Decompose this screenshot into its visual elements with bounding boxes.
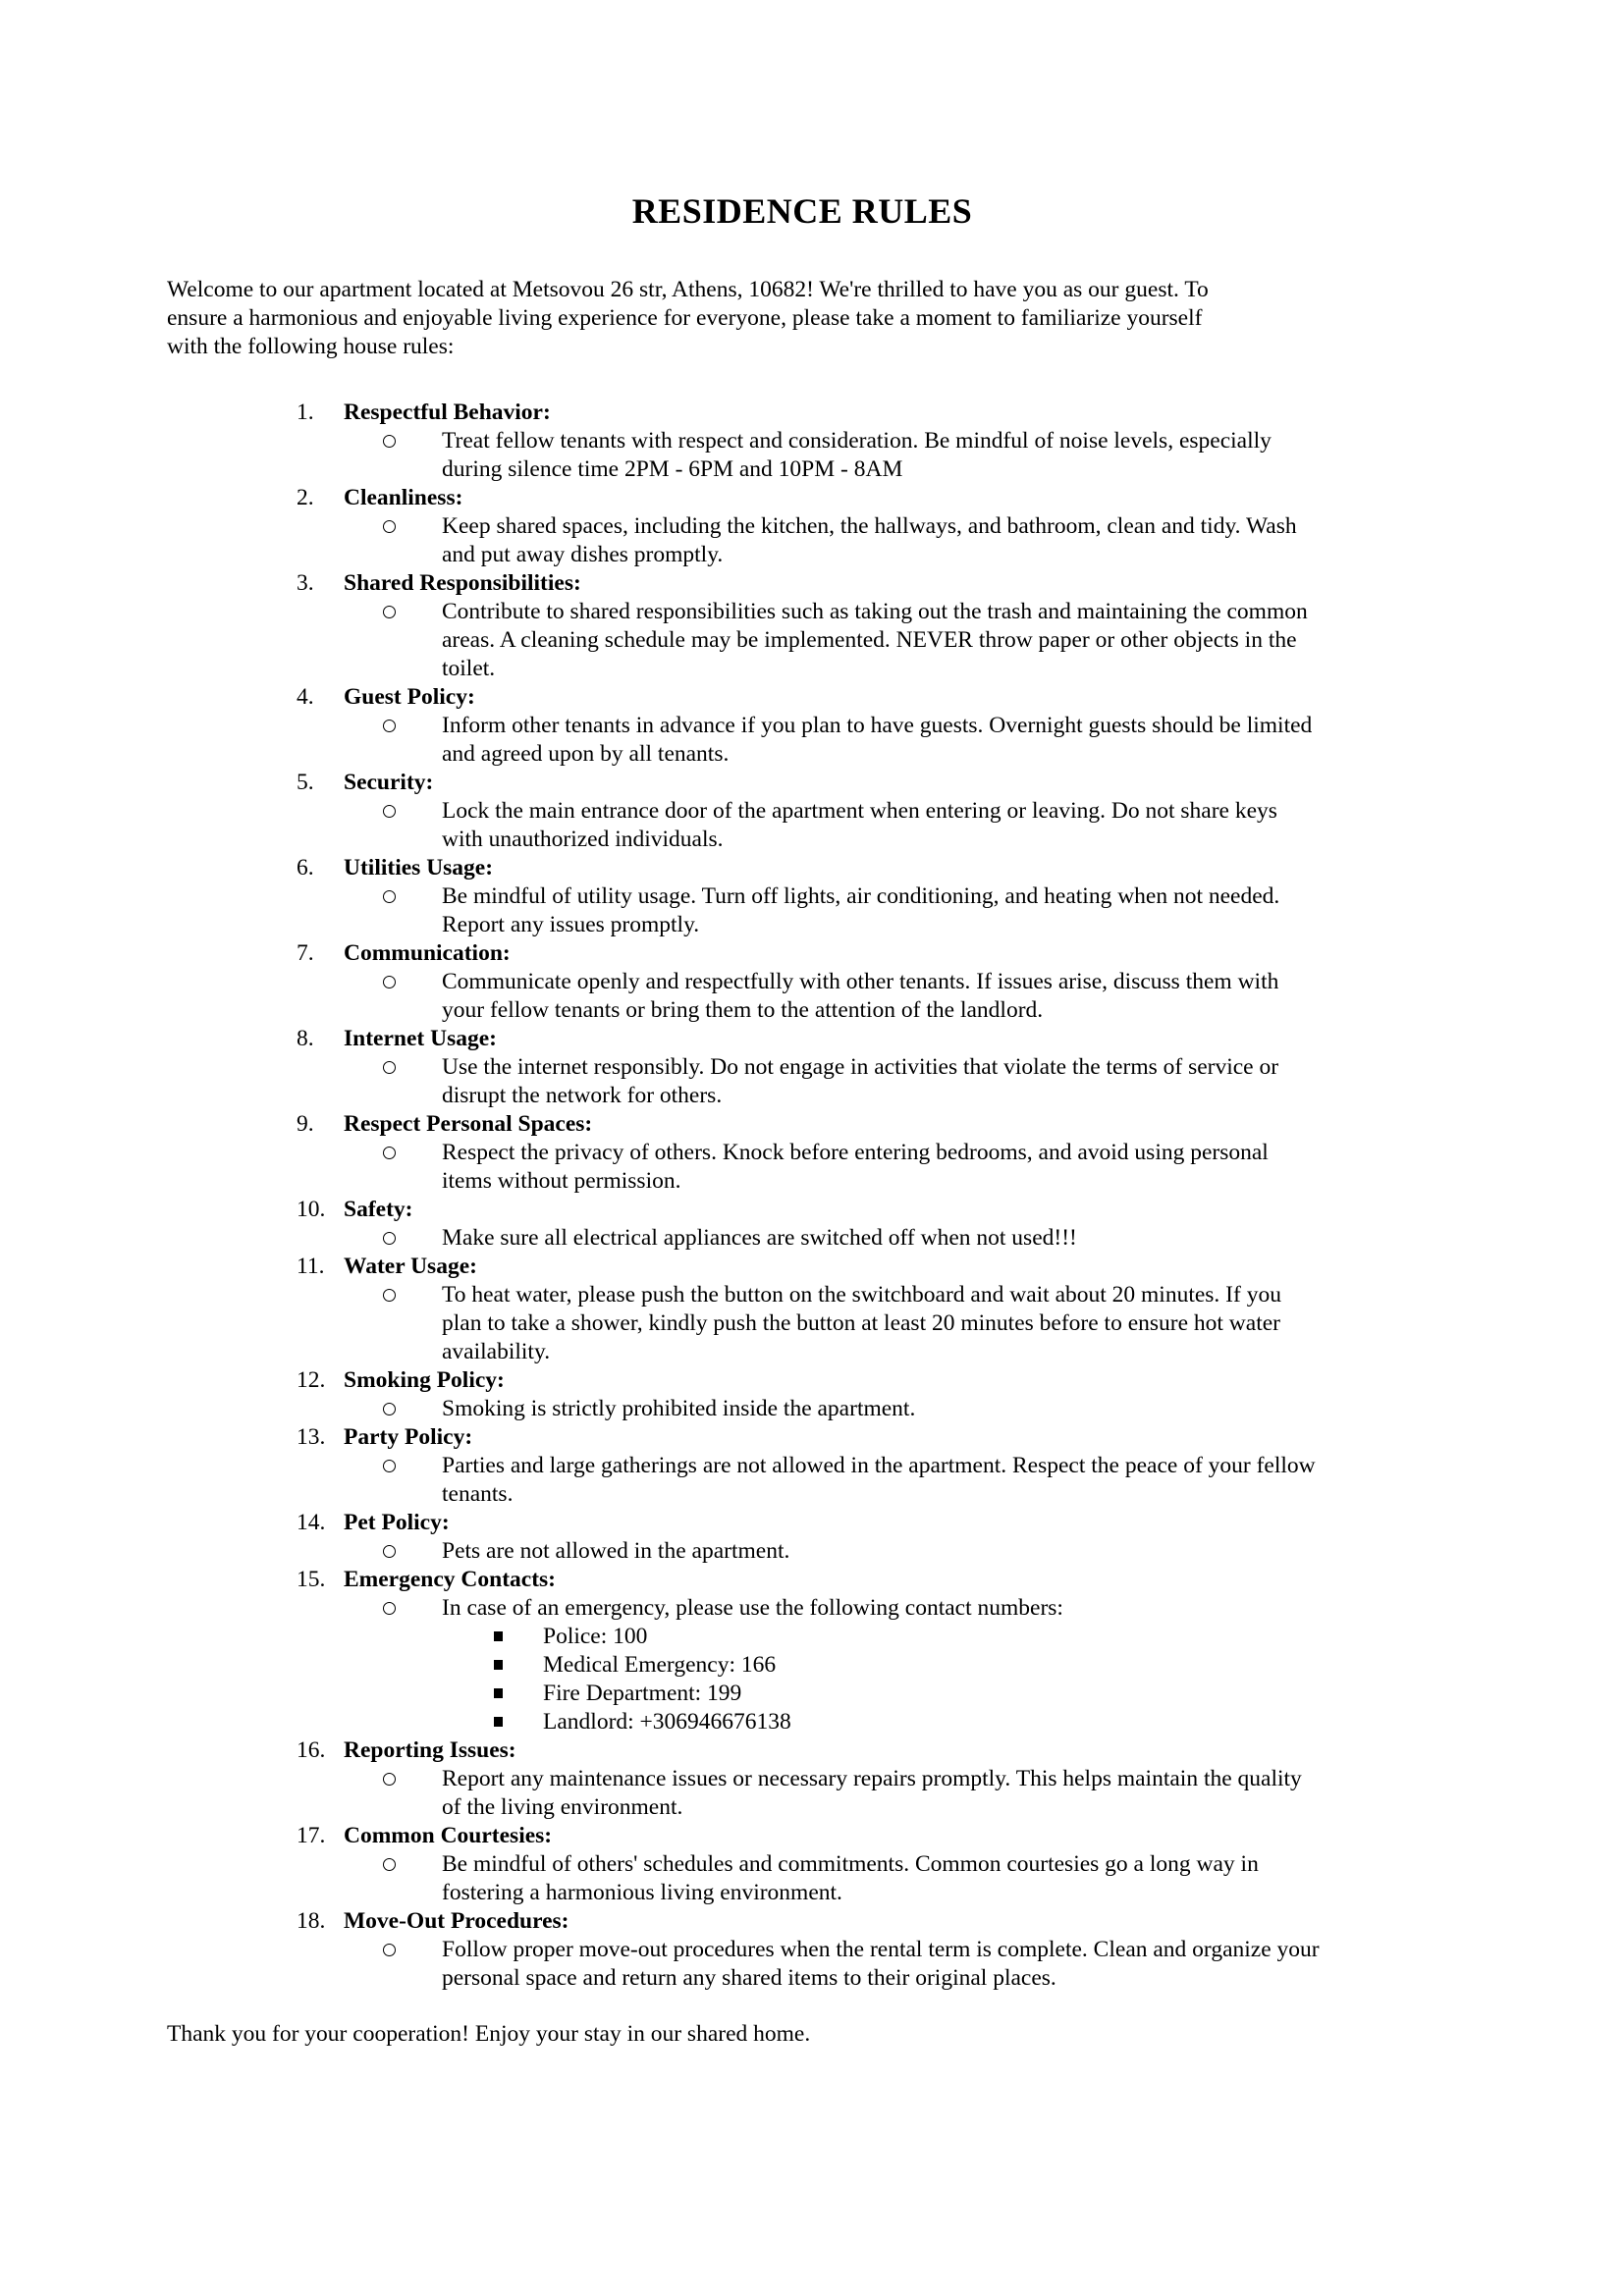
- rule-number: 18.: [297, 1908, 326, 1934]
- rule-item-heading: [167, 484, 1477, 512]
- rule-item: [167, 1509, 1477, 1566]
- rule-item-heading: [167, 1366, 1477, 1395]
- rule-detail-line: [442, 1793, 1477, 1822]
- page-title: RESIDENCE RULES: [631, 191, 973, 231]
- rules-list: [167, 399, 1477, 1993]
- circle-bullet-icon: [383, 1061, 396, 1074]
- rule-item: [167, 1736, 1477, 1822]
- rule-title: Internet Usage:: [344, 1026, 497, 1051]
- rule-number: 17.: [297, 1823, 326, 1848]
- rule-detail-line: [442, 826, 1477, 854]
- rule-title: Communication:: [344, 940, 511, 966]
- rule-number: 12.: [297, 1367, 326, 1393]
- rule-item-heading: [167, 1509, 1477, 1537]
- rule-detail-text: your fellow tenants or bring them to the attention of the landlord.: [442, 997, 1044, 1023]
- intro-line: ensure a harmonious and enjoyable living experience for everyone, please take a moment to familiarize yourself: [167, 305, 1203, 331]
- rule-item: [167, 1025, 1477, 1110]
- rule-detail-line: [442, 882, 1477, 911]
- circle-bullet-icon: [383, 805, 396, 818]
- rule-title: Utilities Usage:: [344, 855, 494, 881]
- square-bullet-icon: [494, 1660, 503, 1670]
- rule-item: [167, 1110, 1477, 1196]
- rule-number: 7.: [297, 940, 314, 966]
- rule-detail-text: Report any maintenance issues or necessary repairs promptly. This helps maintain the quality: [442, 1766, 1302, 1791]
- rule-item: [167, 939, 1477, 1025]
- rule-detail-line: [442, 1167, 1477, 1196]
- rule-item: [167, 1366, 1477, 1423]
- rule-detail-line: [442, 1850, 1477, 1879]
- rule-detail-line: [442, 797, 1477, 826]
- rule-item-heading: [167, 1907, 1477, 1936]
- rule-item: [167, 854, 1477, 939]
- circle-bullet-icon: [383, 1460, 396, 1472]
- rule-detail-line: [442, 598, 1477, 626]
- rule-detail-line: [442, 1879, 1477, 1907]
- rule-detail-line: [442, 996, 1477, 1025]
- rule-title: Respectful Behavior:: [344, 400, 551, 425]
- circle-bullet-icon: [383, 520, 396, 533]
- square-bullet-icon: [494, 1631, 503, 1641]
- rule-title: Common Courtesies:: [344, 1823, 553, 1848]
- rule-detail-text: Be mindful of utility usage. Turn off lights, air conditioning, and heating when not needed.: [442, 883, 1280, 909]
- rule-item: [167, 769, 1477, 854]
- rule-detail-text: Parties and large gatherings are not allowed in the apartment. Respect the peace of your fellow: [442, 1453, 1316, 1478]
- rule-detail-line: [442, 1338, 1477, 1366]
- rule-item-heading: [167, 1110, 1477, 1139]
- circle-bullet-icon: [383, 1545, 396, 1558]
- rule-item-heading: [167, 1253, 1477, 1281]
- rule-number: 14.: [297, 1510, 326, 1535]
- rule-title: Respect Personal Spaces:: [344, 1111, 593, 1137]
- rule-detail-line: [442, 1395, 1477, 1423]
- rule-detail-text: Communicate openly and respectfully with other tenants. If issues arise, discuss them with: [442, 969, 1279, 994]
- circle-bullet-icon: [383, 1147, 396, 1159]
- rule-item: [167, 1423, 1477, 1509]
- rule-item-heading: [167, 569, 1477, 598]
- rule-item: [167, 683, 1477, 769]
- rule-title: Guest Policy:: [344, 684, 475, 710]
- rule-item: [167, 399, 1477, 484]
- rule-detail-line: [442, 1281, 1477, 1309]
- rule-number: 3.: [297, 570, 314, 596]
- rule-detail-line: [442, 541, 1477, 569]
- rule-detail-text: Lock the main entrance door of the apartment when entering or leaving. Do not share keys: [442, 798, 1277, 824]
- rule-detail-line: [442, 1480, 1477, 1509]
- rule-detail-text: To heat water, please push the button on the switchboard and wait about 20 minutes. If you: [442, 1282, 1281, 1308]
- rule-title: Move-Out Procedures:: [344, 1908, 569, 1934]
- rule-detail-line: [442, 1765, 1477, 1793]
- rule-detail-line: [442, 968, 1477, 996]
- rule-detail-text: during silence time 2PM - 6PM and 10PM - 8AM: [442, 456, 903, 482]
- rule-title: Smoking Policy:: [344, 1367, 505, 1393]
- emergency-contact-text: Landlord: +306946676138: [543, 1709, 791, 1735]
- rule-title: Pet Policy:: [344, 1510, 450, 1535]
- rule-detail-text: Use the internet responsibly. Do not engage in activities that violate the terms of service or: [442, 1054, 1279, 1080]
- rule-detail-text: Keep shared spaces, including the kitchen, the hallways, and bathroom, clean and tidy. Wash: [442, 513, 1297, 539]
- rule-number: 5.: [297, 770, 314, 795]
- rule-detail-text: Smoking is strictly prohibited inside the apartment.: [442, 1396, 916, 1421]
- rule-detail-line: [442, 1594, 1477, 1623]
- rule-detail-text: tenants.: [442, 1481, 514, 1507]
- rule-detail-text: plan to take a shower, kindly push the button at least 20 minutes before to ensure hot water: [442, 1310, 1280, 1336]
- rule-detail-text: Be mindful of others' schedules and commitments. Common courtesies go a long way in: [442, 1851, 1259, 1877]
- rule-number: 16.: [297, 1737, 326, 1763]
- rule-number: 10.: [297, 1197, 326, 1222]
- rule-item-heading: [167, 683, 1477, 712]
- rule-detail-line: [442, 1964, 1477, 1993]
- circle-bullet-icon: [383, 1289, 396, 1302]
- rule-detail-text: of the living environment.: [442, 1794, 683, 1820]
- emergency-contact-line: [543, 1651, 1477, 1680]
- emergency-contact-line: [543, 1680, 1477, 1708]
- rule-detail-text: areas. A cleaning schedule may be implemented. NEVER throw paper or other objects in the: [442, 627, 1297, 653]
- rule-number: 13.: [297, 1424, 326, 1450]
- rule-number: 1.: [297, 400, 314, 425]
- circle-bullet-icon: [383, 1403, 396, 1415]
- rule-detail-line: [442, 1224, 1477, 1253]
- rule-title: Safety:: [344, 1197, 413, 1222]
- rule-item-heading: [167, 1025, 1477, 1053]
- rule-item: [167, 1196, 1477, 1253]
- circle-bullet-icon: [383, 435, 396, 448]
- rule-detail-line: [442, 1452, 1477, 1480]
- rule-detail-text: availability.: [442, 1339, 551, 1364]
- rule-title: Security:: [344, 770, 434, 795]
- rule-detail-text: and put away dishes promptly.: [442, 542, 724, 567]
- rule-detail-line: [442, 1537, 1477, 1566]
- rule-title: Water Usage:: [344, 1254, 477, 1279]
- square-bullet-icon: [494, 1717, 503, 1727]
- rule-title: Emergency Contacts:: [344, 1567, 557, 1592]
- rule-detail-line: [442, 1139, 1477, 1167]
- rule-item-heading: [167, 854, 1477, 882]
- intro-line: Welcome to our apartment located at Metsovou 26 str, Athens, 10682! We're thrilled to have you as our guest. To: [167, 277, 1209, 302]
- rule-detail-line: [442, 1082, 1477, 1110]
- rule-detail-line: [442, 427, 1477, 455]
- rule-detail-text: Respect the privacy of others. Knock before entering bedrooms, and avoid using personal: [442, 1140, 1269, 1165]
- rule-title: Reporting Issues:: [344, 1737, 516, 1763]
- rule-item-heading: [167, 1566, 1477, 1594]
- emergency-contact-text: Medical Emergency: 166: [543, 1652, 777, 1678]
- circle-bullet-icon: [383, 1944, 396, 1956]
- rule-title: Cleanliness:: [344, 485, 463, 510]
- rule-item: [167, 1253, 1477, 1366]
- emergency-contact-text: Fire Department: 199: [543, 1681, 742, 1706]
- circle-bullet-icon: [383, 1858, 396, 1871]
- rule-item: [167, 1907, 1477, 1993]
- rule-title: Party Policy:: [344, 1424, 473, 1450]
- rule-number: 8.: [297, 1026, 314, 1051]
- circle-bullet-icon: [383, 1232, 396, 1245]
- rule-detail-text: In case of an emergency, please use the following contact numbers:: [442, 1595, 1063, 1621]
- rule-detail-text: and agreed upon by all tenants.: [442, 741, 730, 767]
- rule-item-heading: [167, 1423, 1477, 1452]
- rule-detail-line: [442, 1936, 1477, 1964]
- emergency-contact-line: [543, 1623, 1477, 1651]
- rule-item-heading: [167, 769, 1477, 797]
- rule-item-heading: [167, 1822, 1477, 1850]
- rule-detail-line: [442, 712, 1477, 740]
- circle-bullet-icon: [383, 606, 396, 618]
- rule-detail-line: [442, 1309, 1477, 1338]
- closing-paragraph: Thank you for your cooperation! Enjoy your stay in our shared home.: [167, 2021, 811, 2047]
- rule-number: 6.: [297, 855, 314, 881]
- rule-detail-line: [442, 911, 1477, 939]
- rule-detail-text: disrupt the network for others.: [442, 1083, 723, 1108]
- rule-detail-line: [442, 740, 1477, 769]
- rule-detail-text: Make sure all electrical appliances are switched off when not used!!!: [442, 1225, 1077, 1251]
- intro-paragraph: [167, 276, 1477, 361]
- rule-detail-line: [442, 455, 1477, 484]
- intro-line: with the following house rules:: [167, 334, 455, 359]
- rule-number: 11.: [297, 1254, 325, 1279]
- rule-item-heading: [167, 1196, 1477, 1224]
- square-bullet-icon: [494, 1688, 503, 1698]
- rule-number: 9.: [297, 1111, 314, 1137]
- rule-item: [167, 1566, 1477, 1736]
- rule-item-heading: [167, 399, 1477, 427]
- rule-item: [167, 484, 1477, 569]
- rule-item-heading: [167, 939, 1477, 968]
- rule-detail-text: Report any issues promptly.: [442, 912, 700, 937]
- rule-item-heading: [167, 1736, 1477, 1765]
- rule-detail-text: Inform other tenants in advance if you plan to have guests. Overnight guests should be limited: [442, 713, 1313, 738]
- rule-title: Shared Responsibilities:: [344, 570, 581, 596]
- rule-detail-text: Treat fellow tenants with respect and consideration. Be mindful of noise levels, especially: [442, 428, 1272, 454]
- rule-detail-text: with unauthorized individuals.: [442, 827, 724, 852]
- circle-bullet-icon: [383, 890, 396, 903]
- circle-bullet-icon: [383, 976, 396, 988]
- rule-detail-text: fostering a harmonious living environment.: [442, 1880, 842, 1905]
- rule-number: 15.: [297, 1567, 326, 1592]
- rule-detail-text: toilet.: [442, 656, 496, 681]
- rule-item: [167, 1822, 1477, 1907]
- rule-detail-text: Follow proper move-out procedures when the rental term is complete. Clean and organize your: [442, 1937, 1320, 1962]
- emergency-contact-text: Police: 100: [543, 1624, 648, 1649]
- rule-detail-line: [442, 655, 1477, 683]
- rule-detail-line: [442, 1053, 1477, 1082]
- rule-detail-line: [442, 512, 1477, 541]
- rule-detail-text: Pets are not allowed in the apartment.: [442, 1538, 790, 1564]
- rule-number: 4.: [297, 684, 314, 710]
- rule-detail-text: Contribute to shared responsibilities such as taking out the trash and maintaining the common: [442, 599, 1308, 624]
- rule-item: [167, 569, 1477, 683]
- rule-detail-text: personal space and return any shared items to their original places.: [442, 1965, 1056, 1991]
- circle-bullet-icon: [383, 720, 396, 732]
- rule-detail-text: items without permission.: [442, 1168, 681, 1194]
- circle-bullet-icon: [383, 1602, 396, 1615]
- circle-bullet-icon: [383, 1773, 396, 1786]
- emergency-contact-line: [543, 1708, 1477, 1736]
- rule-detail-line: [442, 626, 1477, 655]
- rule-number: 2.: [297, 485, 314, 510]
